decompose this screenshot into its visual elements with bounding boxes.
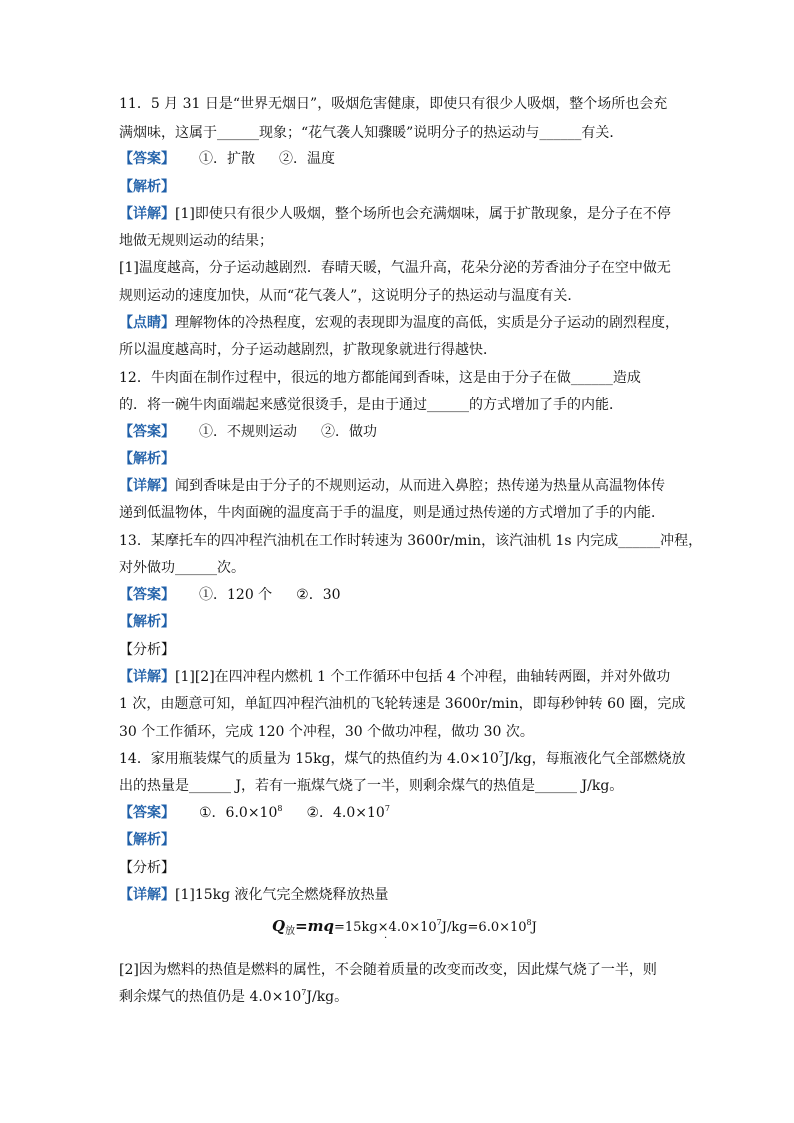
answer-2: ②．30	[296, 587, 341, 603]
q11-stem-line2: 满烟味，这属于______现象；“花气袭人知骤暖”说明分子的热运动与______有关．	[119, 125, 624, 141]
answer-tag: 【答案】	[119, 151, 175, 167]
q13-answer	[119, 585, 341, 605]
q14-detail-line1: 【详解】[1]15kg 液化气完全燃烧释放热量	[119, 887, 389, 903]
q12-detail-line2: 递到低温物体，牛肉面碗的温度高于手的温度，则是通过热传递的方式增加了手的内能．	[119, 505, 665, 521]
q14-detail-line2: [2]因为燃料的热值是燃料的属性，不会随着质量的改变而改变，因此煤气烧了一半，则	[119, 962, 657, 978]
q12-analysis-tag: 【解析】	[119, 451, 175, 467]
q14-detail-line3: 剩余煤气的热值仍是 $4.0\times 10^7J/kg$。	[119, 988, 349, 1005]
answer-1: ①．120 个	[199, 587, 273, 603]
detail-tag: 【详解】	[119, 478, 175, 494]
q11-answer	[119, 149, 335, 169]
q13-stem-line1: 13．某摩托车的四冲程汽油机在工作时转速为 3600r/min，该汽油机 1s 内完成______冲程，	[119, 533, 703, 549]
q13-detail-line1: 【详解】[1][2]在四冲程内燃机 1 个工作循环中包括 4 个冲程，曲轴转两圈，并对外做功	[119, 669, 671, 685]
q11-comment-line2: 所以温度越高时，分子运动越剧烈，扩散现象就进行得越快．	[119, 342, 497, 358]
q14-stem-line1: 14．家用瓶装煤气的质量为 15kg，煤气的热值约为 $4.0\times 10^7J/kg$，每瓶液化气全部燃烧放	[119, 750, 686, 767]
q14-answer	[119, 803, 390, 823]
answer-1: ①．不规则运动	[199, 424, 297, 440]
decorative-dot: ·	[384, 933, 388, 944]
answer-1: ①．扩散	[199, 151, 255, 167]
answer-2: ②．温度	[279, 151, 335, 167]
q12-stem-line2: 的．将一碗牛肉面端起来感觉很烫手，是由于通过______的方式增加了手的内能．	[119, 397, 623, 413]
comment-tag: 【点睛】	[119, 315, 175, 331]
answer-1: ①．$6.0\times 10^8$	[199, 804, 283, 821]
detail-tag: 【详解】	[119, 887, 175, 903]
answer-2: ②．做功	[321, 424, 377, 440]
q14-fenxi-tag: 【分析】	[119, 860, 175, 876]
q12-answer	[119, 422, 377, 442]
q11-detail-line3: [1]温度越高，分子运动越剧烈．春晴天暖，气温升高，花朵分泌的芳香油分子在空中做无	[119, 260, 671, 276]
answer-tag: 【答案】	[119, 424, 175, 440]
q13-fenxi-tag: 【分析】	[119, 642, 175, 658]
q11-detail-line1: 【详解】[1]即使只有很少人吸烟，整个场所也会充满烟味，属于扩散现象，是分子在不停	[119, 206, 671, 222]
q11-detail-line2: 地做无规则运动的结果；	[119, 233, 273, 249]
q13-detail-line2: 1 次，由题意可知，单缸四冲程汽油机的飞轮转速是 3600r/min，即每秒钟转 60 圈，完成	[119, 696, 686, 712]
q13-analysis-tag: 【解析】	[119, 614, 175, 630]
answer-tag: 【答案】	[119, 587, 175, 603]
heat-formula: $Q_放=mq=15kg\times 4.0\times 10^7J/kg=6.0\times 10^8J$	[272, 917, 537, 937]
q11-comment-line1: 【点睛】理解物体的冷热程度，宏观的表现即为温度的高低，实质是分子运动的剧烈程度，	[119, 315, 679, 331]
q14-analysis-tag: 【解析】	[119, 832, 175, 848]
q13-detail-line3: 30 个工作循环，完成 120 个冲程，30 个做功冲程，做功 30 次。	[119, 724, 534, 740]
detail-tag: 【详解】	[119, 206, 175, 222]
q12-stem-line1: 12．牛肉面在制作过程中，很远的地方都能闻到香味，这是由于分子在做______造成	[119, 370, 641, 386]
q11-analysis-tag: 【解析】	[119, 179, 175, 195]
q12-detail-line1: 【详解】闻到香味是由于分子的不规则运动，从而进入鼻腔；热传递为热量从高温物体传	[119, 478, 665, 494]
answer-tag: 【答案】	[119, 805, 175, 821]
answer-2: ②．$4.0\times 10^7$	[306, 804, 390, 821]
q13-stem-line2: 对外做功______次。	[119, 560, 245, 576]
q11-detail-line4: 规则运动的速度加快，从而“花气袭人”，这说明分子的热运动与温度有关．	[119, 288, 582, 304]
detail-tag: 【详解】	[119, 669, 175, 685]
q11-stem-line1: 11．5 月 31 日是“世界无烟日”，吸烟危害健康，即使只有很少人吸烟，整个场所也会充	[119, 96, 668, 112]
q14-stem-line2: 出的热量是______ J，若有一瓶煤气烧了一半，则剩余煤气的热值是______ J/kg。	[119, 778, 624, 794]
